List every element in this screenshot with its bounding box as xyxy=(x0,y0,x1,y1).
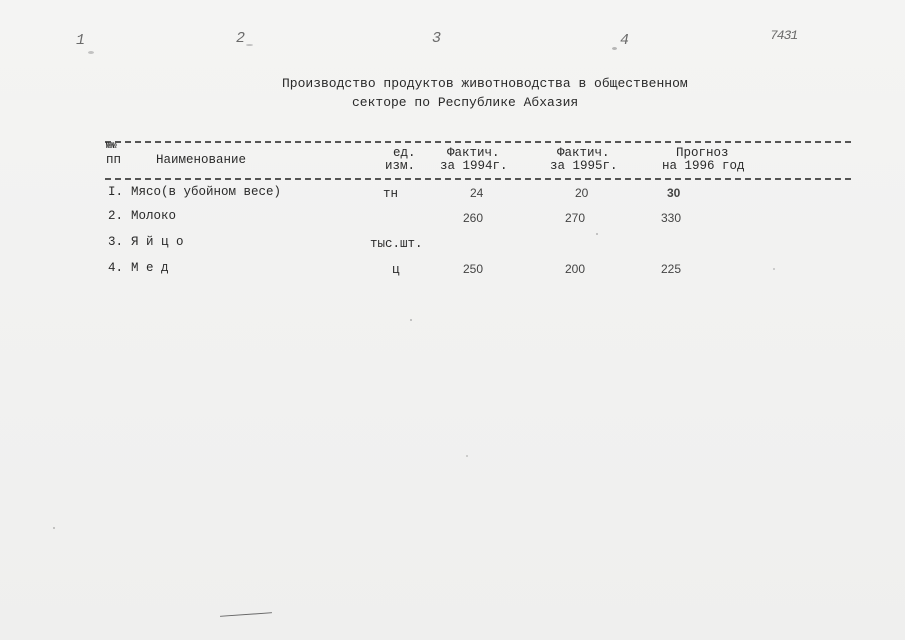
scan-speck xyxy=(466,455,468,457)
header-name: Наименование xyxy=(156,153,247,167)
header-forecast-bottom: на 1996 год xyxy=(662,159,745,173)
header-unit-top: ед. xyxy=(393,146,416,160)
scan-speck xyxy=(773,268,775,270)
header-1995-top: Фактич. xyxy=(557,146,610,160)
header-forecast-top: Прогноз xyxy=(676,146,729,160)
header-1995-bottom: за 1995г. xyxy=(550,159,618,173)
row-number: 2. xyxy=(108,209,124,223)
row-value-1995: 20 xyxy=(575,186,589,200)
row-number: 4. xyxy=(108,261,124,275)
page-mark-2: 2 xyxy=(236,30,245,47)
scan-stroke xyxy=(220,612,272,617)
page-number: 7431 xyxy=(770,28,798,43)
row-value-1994: 24 xyxy=(470,186,484,200)
page-mark-1: 1 xyxy=(76,32,85,49)
row-value-1994: 260 xyxy=(463,211,484,225)
row-value-forecast: 225 xyxy=(661,262,682,276)
scan-speck xyxy=(410,319,412,321)
row-number: I. xyxy=(108,185,124,199)
header-1994-bottom: за 1994г. xyxy=(440,159,508,173)
header-number-top: №№ xyxy=(106,141,117,151)
document-title-line-1: Производство продуктов животноводства в общественном xyxy=(282,76,688,91)
row-name: Мясо(в убойном весе) xyxy=(131,185,282,199)
row-value-1995: 270 xyxy=(565,211,586,225)
scan-speck xyxy=(596,233,598,235)
row-unit: тыс.шт. xyxy=(370,237,423,251)
page-mark-3: 3 xyxy=(432,30,441,47)
header-unit-bottom: изм. xyxy=(385,159,416,173)
row-name: Я й ц о xyxy=(131,235,184,249)
row-value-forecast: 30 xyxy=(667,186,681,200)
scan-speck xyxy=(53,527,55,529)
row-unit: ц xyxy=(392,263,400,277)
table-top-rule xyxy=(105,141,851,143)
scan-speck xyxy=(612,47,617,50)
row-name: М е д xyxy=(131,261,169,275)
row-value-1995: 200 xyxy=(565,262,586,276)
document-title-line-2: секторе по Республике Абхазия xyxy=(352,95,579,110)
header-number: пп xyxy=(106,153,122,167)
row-name: Молоко xyxy=(131,209,177,223)
row-number: 3. xyxy=(108,235,124,249)
page-mark-4: 4 xyxy=(620,32,629,49)
table-header-rule xyxy=(105,178,851,180)
row-value-forecast: 330 xyxy=(661,211,682,225)
row-unit: тн xyxy=(383,187,399,201)
scan-speck xyxy=(246,44,253,46)
scan-speck xyxy=(88,51,94,54)
header-1994-top: Фактич. xyxy=(447,146,500,160)
row-value-1994: 250 xyxy=(463,262,484,276)
